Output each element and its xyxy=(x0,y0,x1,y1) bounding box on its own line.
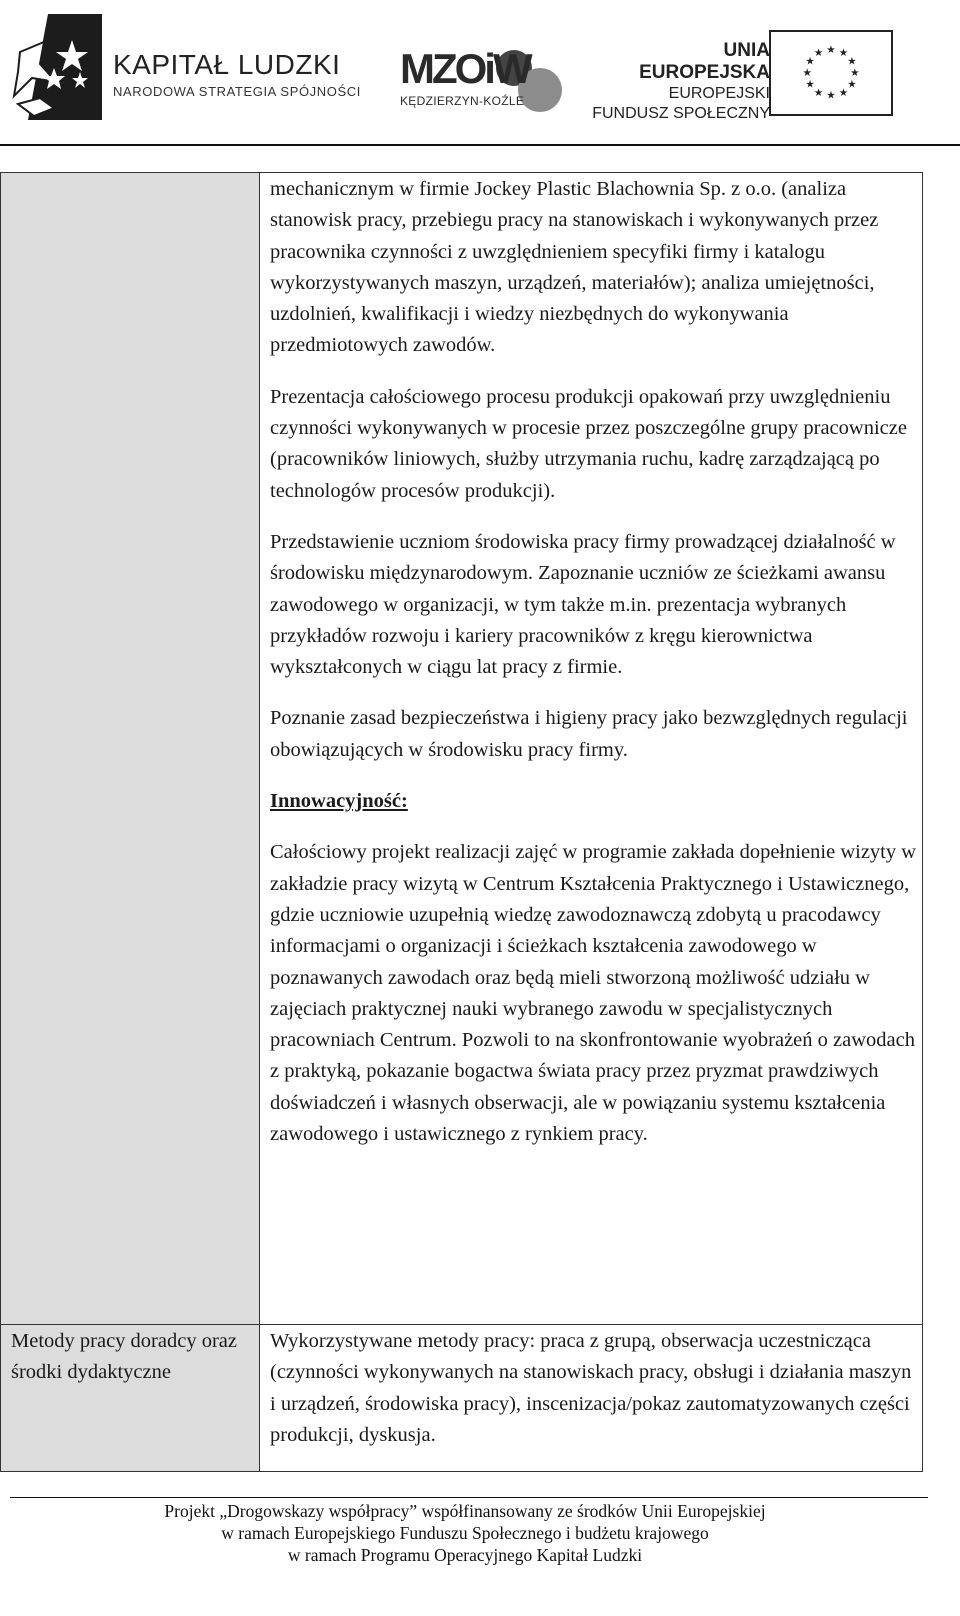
paragraph: Prezentacja całościowego procesu produkcji opakowań przy uwzględnieniu czynności wykonywanych w procesie przez poszczególne grupy pracownicze (pracowników liniowych, służby utrzymania ruchu, kadrę zarządzającą po technologów procesów produkcji). xyxy=(270,385,907,502)
table-row1-label-cell xyxy=(0,172,260,1325)
page-header xyxy=(0,0,960,150)
eu-fund-line2: FUNDUSZ SPOŁECZNY xyxy=(592,105,770,122)
svg-text:★: ★ xyxy=(838,86,849,99)
header-divider xyxy=(0,144,960,146)
svg-text:★: ★ xyxy=(847,55,857,68)
svg-text:★: ★ xyxy=(802,66,812,79)
eu-wordmark xyxy=(590,40,770,124)
section-heading: Innowacyjność: xyxy=(270,790,408,813)
row2-label: Metody pracy doradcy oraz środki dydaktyczne xyxy=(11,1330,237,1384)
kl-subtitle: NARODOWA STRATEGIA SPÓJNOŚCI xyxy=(113,84,361,99)
svg-text:★: ★ xyxy=(805,55,815,68)
svg-text:★: ★ xyxy=(805,78,815,91)
paragraph: Przedstawienie uczniom środowiska pracy firmy prowadzącej działalność w środowisku międzynarodowym. Zapoznanie uczniów ze ścieżkami awansu zawodowego w organizacji, w tym także m.in. prezentacja wybranych przykładów rozwoju i kariery pracowników z kręgu kierownictwa wykształconych w ciągu lat pracy z firmie. xyxy=(270,530,896,679)
svg-text:★: ★ xyxy=(850,66,860,79)
mzoiw-title: MZOiW xyxy=(400,45,530,92)
svg-text:★: ★ xyxy=(847,78,857,91)
mzoiw-subtitle: KĘDZIERZYN-KOŹLE xyxy=(400,94,525,108)
page-footer xyxy=(0,1500,930,1566)
svg-text:★: ★ xyxy=(838,46,849,59)
eu-title: UNIA EUROPEJSKA xyxy=(639,40,770,83)
footer-divider xyxy=(10,1497,928,1498)
paragraph: Całościowy projekt realizacji zajęć w programie zakłada dopełnienie wizyty w zakładzie pracy wizytą w Centrum Kształcenia Praktycznego i Ustawicznego, gdzie uczniowie uzupełnią wiedzę zawodoznawczą zdobytą u pracodawcy informacjami o organizacji i ścieżkach kształcenia zawodowego w poznawanych zawodach oraz będą mieli stworzoną możliwość udziału w zajęciach praktycznej nauki wybranego zawodu w specjalistycznych pracowniach Centrum. Pozwoli to na skonfrontowanie wyobrażeń o zawodach z praktyką, pokazanie bogactwa świata pracy przez pryzmat prawdziwych doświadczeń i własnych obserwacji, ale w powiązaniu systemu kształcenia zawodowego i ustawicznego z rynkiem pracy. xyxy=(270,841,917,1146)
svg-text:★: ★ xyxy=(813,86,824,99)
kapital-ludzki-wordmark xyxy=(113,50,361,99)
kapital-ludzki-logo xyxy=(10,12,110,124)
kl-title: KAPITAŁ LUDZKI xyxy=(113,49,341,80)
svg-text:★: ★ xyxy=(826,43,836,56)
mzoiw-logo xyxy=(400,46,560,106)
eu-flag-icon xyxy=(769,30,893,116)
row1-content xyxy=(270,174,918,1170)
footer-line: w ramach Programu Operacyjnego Kapitał Ludzki xyxy=(287,1545,643,1565)
eu-fund-line1: EUROPEJSKI xyxy=(668,85,770,102)
svg-text:★: ★ xyxy=(826,89,836,102)
footer-line: Projekt „Drogowskazy współpracy” współfinansowany ze środków Unii Europejskiej xyxy=(164,1501,766,1521)
svg-text:★: ★ xyxy=(813,46,824,59)
paragraph: Poznanie zasad bezpieczeństwa i higieny pracy jako bezwzględnych regulacji obowiązujących w środowisku pracy firmy. xyxy=(270,707,908,761)
row2-content xyxy=(270,1326,918,1471)
paragraph: Wykorzystywane metody pracy: praca z grupą, obserwacja uczestnicząca (czynności wykonywanych na stanowiskach pracy, obsługi i działania maszyn i urządzeń, środowiska pracy), inscenizacja/pokaz zautomatyzowanych części produkcji, dyskusja. xyxy=(270,1330,912,1446)
footer-line: w ramach Europejskiego Funduszu Społecznego i budżetu krajowego xyxy=(221,1523,709,1543)
paragraph: mechanicznym w firmie Jockey Plastic Blachownia Sp. z o.o. (analiza stanowisk pracy, przebiegu pracy na stanowiskach i wykonywanych przez pracownika czynności z uwzględnieniem specyfiki firmy i katalogu wykorzystywanych maszyn, urządzeń, materiałów); analiza umiejętności, uzdolnień, kwalifikacji i wiedzy niezbędnych do wykonywania przedmiotowych zawodów. xyxy=(270,178,879,357)
